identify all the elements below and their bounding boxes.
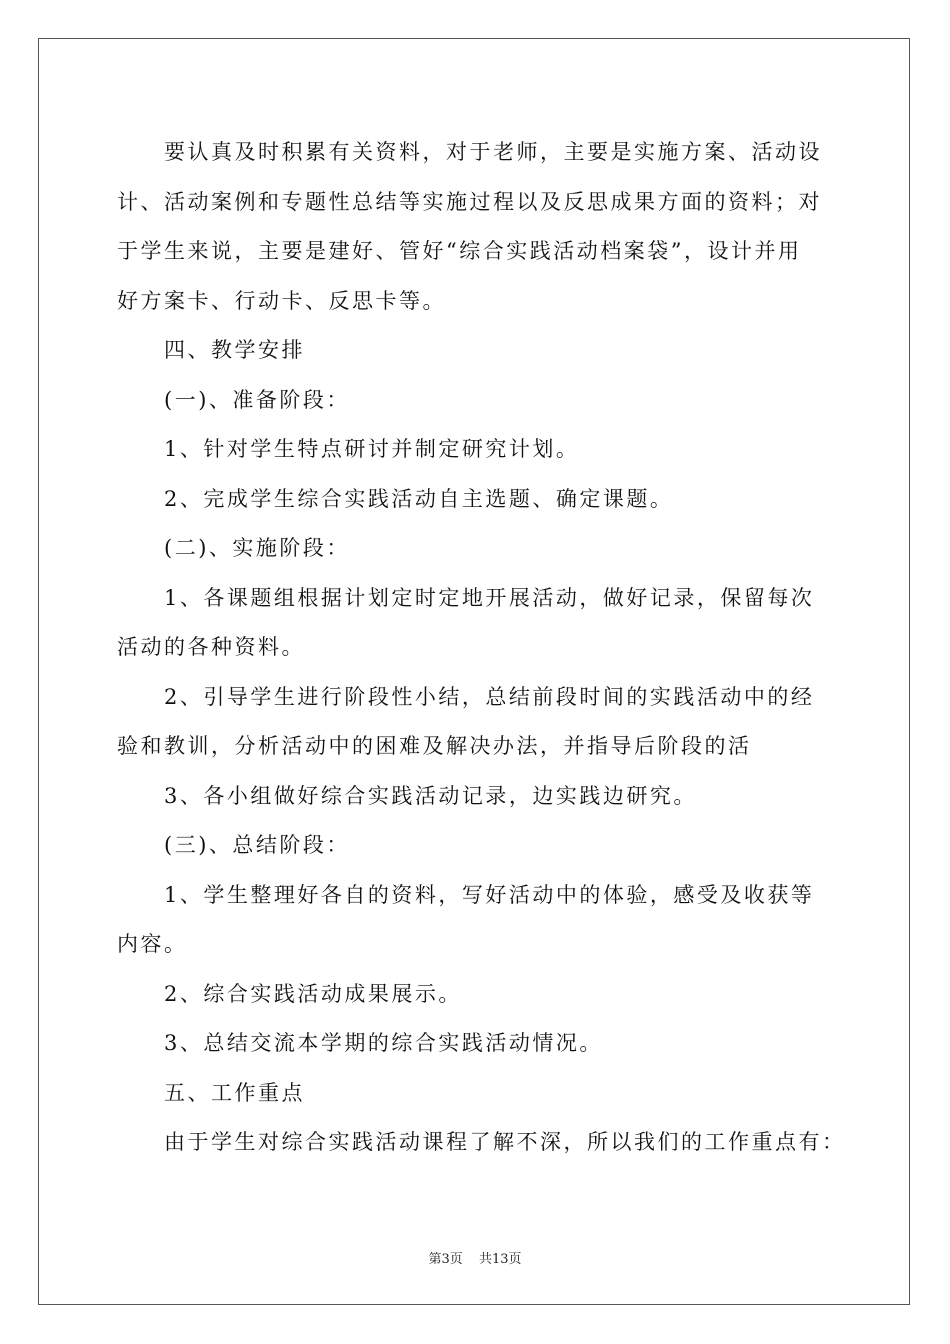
- text-line: 四、教学安排: [164, 338, 305, 362]
- text-line: 由于学生对综合实践活动课程了解不深，所以我们的工作重点有：: [164, 1130, 846, 1154]
- text-line: 2、完成学生综合实践活动自主选题、确定课题。: [164, 486, 674, 511]
- text-line: (三)、总结阶段：: [164, 833, 350, 857]
- text-line: 五、工作重点: [164, 1080, 305, 1105]
- text-line: (二)、实施阶段：: [164, 536, 350, 560]
- text-line: 1、学生整理好各自的资料，写好活动中的体验，感受及收获等: [164, 882, 815, 907]
- text-line: 内容。: [117, 932, 188, 956]
- total-pages: 共13页: [478, 1252, 522, 1267]
- text-line: 1、各课题组根据计划定时定地开展活动，做好记录，保留每次: [164, 585, 815, 610]
- text-line: 要认真及时积累有关资料，对于老师，主要是实施方案、活动设: [164, 140, 822, 164]
- page-footer: [0, 1248, 950, 1267]
- text-line: 3、各小组做好综合实践活动记录，边实践边研究。: [164, 783, 697, 808]
- text-line: 2、引导学生进行阶段性小结，总结前段时间的实践活动中的经: [164, 684, 815, 709]
- text-line: 验和教训，分析活动中的困难及解决办法，并指导后阶段的活: [117, 734, 752, 758]
- page-number: 第3页: [428, 1252, 463, 1267]
- text-line: 活动的各种资料。: [117, 635, 305, 659]
- text-line: 计、活动案例和专题性总结等实施过程以及反思成果方面的资料；对: [117, 189, 822, 214]
- text-line: 3、总结交流本学期的综合实践活动情况。: [164, 1031, 603, 1055]
- text-line: 2、综合实践活动成果展示。: [164, 981, 462, 1006]
- text-line: 1、针对学生特点研讨并制定研究计划。: [164, 437, 580, 461]
- text-line: 于学生来说，主要是建好、管好“综合实践活动档案袋”，设计并用: [117, 239, 802, 263]
- document-body: [117, 128, 847, 1168]
- text-line: 好方案卡、行动卡、反思卡等。: [117, 288, 446, 313]
- text-line: (一)、准备阶段：: [164, 387, 350, 412]
